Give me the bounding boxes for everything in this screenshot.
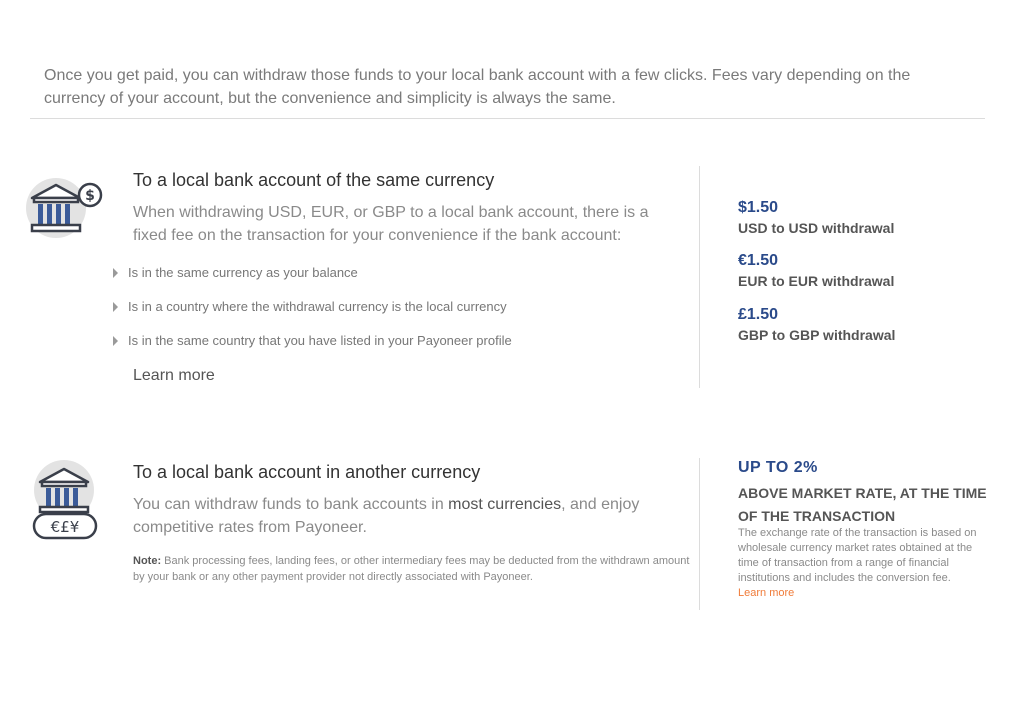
fee-amount: £1.50 [738, 306, 779, 323]
section-title-same-currency: To a local bank account of the same currency [133, 170, 495, 190]
list-item: Is in the same currency as your balance [112, 264, 512, 298]
list-item: Is in the same country that you have listed in your Payoneer profile [112, 332, 512, 366]
section-desc-same-currency: When withdrawing USD, EUR, or GBP to a local bank account, there is a fixed fee on the transaction for your convenience if the bank account: [133, 204, 649, 244]
fee-amount: $1.50 [738, 199, 779, 216]
condition-list [112, 264, 512, 366]
column-divider [699, 166, 700, 388]
intro-text: Once you get paid, you can withdraw those funds to your local bank account with a few clicks. Fees vary depending on the currency of your account, but the convenience and simplicity is always the same. [44, 67, 911, 107]
fee-gbp [738, 305, 895, 345]
bank-dollar-icon [24, 176, 108, 245]
column-divider [699, 458, 700, 610]
bullet-arrow-icon [113, 268, 118, 278]
fee-label: USD to USD withdrawal [738, 220, 895, 236]
bank-currencies-icon [30, 458, 100, 547]
bullet-arrow-icon [113, 336, 118, 346]
rate-subtitle: ABOVE MARKET RATE, AT THE TIME OF THE TRANSACTION [738, 485, 987, 524]
section-desc-other-currency: You can withdraw funds to bank accounts in most currencies, and enjoy competitive rates from Payoneer. [133, 496, 640, 536]
fee-label: EUR to EUR withdrawal [738, 273, 895, 289]
list-item: Is in a country where the withdrawal currency is the local currency [112, 298, 512, 332]
svg-text:€£¥: €£¥ [50, 518, 80, 536]
fee-amount: €1.50 [738, 252, 779, 269]
learn-more-link[interactable]: Learn more [133, 367, 215, 384]
rate-headline: UP TO 2% [738, 459, 818, 476]
most-currencies-link[interactable]: most currencies [448, 496, 562, 513]
fee-eur [738, 251, 894, 291]
section-title-other-currency: To a local bank account in another currency [133, 462, 481, 482]
rate-description: The exchange rate of the transaction is based on wholesale currency market rates obtained at the time of transaction from a range of financial institutions and includes the conversion fee. [738, 527, 977, 584]
svg-text:$: $ [85, 188, 95, 204]
note-text: Note: Bank processing fees, landing fees, or other intermediary fees may be deducted from the withdrawn amount by your bank or any other payment provider not directly associated with Payoneer. [133, 555, 690, 583]
fee-usd [738, 198, 894, 238]
rate-learn-more-link[interactable]: Learn more [738, 587, 795, 599]
divider [30, 118, 985, 119]
bullet-arrow-icon [113, 302, 118, 312]
fee-label: GBP to GBP withdrawal [738, 327, 896, 343]
